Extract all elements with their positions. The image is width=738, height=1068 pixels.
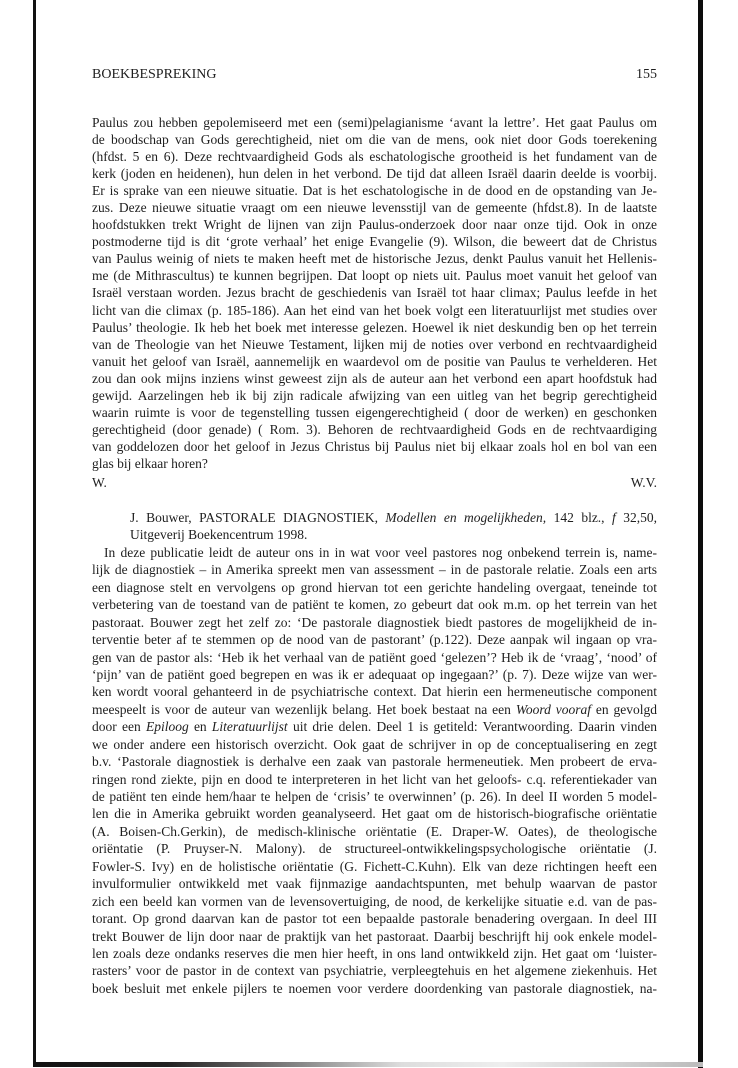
text-line	[92, 250, 657, 267]
text-line	[92, 233, 657, 250]
line-text: Paulus’ theologie. Ik heb het boek met interesse gelezen. Hoewel ik niet deskundig ben op het terrein	[92, 319, 657, 335]
text-line	[92, 216, 657, 233]
text-segment: 142 blz.,	[546, 510, 613, 525]
text-line	[92, 823, 657, 840]
italic-title: f	[612, 510, 616, 525]
review-wright-body	[92, 114, 657, 472]
line-text: Paulus zou hebben gepolemiseerd met een (semi)pelagianisme ‘avant la lettre’. Het gaat Paulus om	[92, 115, 657, 130]
text-line	[92, 561, 657, 578]
line-text: de patiënt ten einde hem/haar te helpen de ‘crisis’ te overwinnen’ (p. 26). In deel II worden 5 model-	[92, 789, 657, 804]
line-text: van Paulus weinig of niets te maken heeft met de historische Jezus, denkt Paulus vanuit het Hellenis-	[92, 251, 657, 267]
text-line	[92, 649, 657, 666]
line-text	[130, 510, 657, 525]
line-text: zus. Deze nieuwe situatie vraagt om een nieuwe levensstijl van de gemeente (hfdst.8). In de laatste	[92, 200, 657, 216]
signature-left: W.	[92, 475, 107, 490]
text-line	[92, 455, 657, 472]
line-text: waarin ruimte is voor de tegenstelling tussen eigengerechtigheid ( door de werken) en geschonken	[92, 404, 657, 420]
line-text: In deze publicatie leidt de auteur ons in in wat voor veel pastores nog onbekend terrein is, name-	[104, 544, 657, 560]
text-line	[92, 319, 657, 336]
text-segment: J. Bouwer, PASTORALE DIAGNOSTIEK,	[130, 510, 386, 525]
text-line	[92, 387, 657, 404]
text-line	[92, 771, 657, 788]
italic-title: Woord vooraf	[515, 701, 591, 717]
text-line	[92, 683, 657, 700]
line-text: gerechtigheid (door genade) ( Rom. 3). Behoren de rechtvaardigheid Gods en de rechtvaardiging	[92, 421, 657, 437]
review-signature	[92, 474, 657, 491]
line-text: Uitgeverij Boekencentrum 1998.	[130, 527, 308, 543]
line-text: pastoraat. Bouwer zegt het zelf zo: ‘De pastorale diagnostiek biedt pastores de mogelijkheid de in-	[92, 614, 657, 630]
text-segment: door een	[92, 719, 146, 735]
book-citation	[92, 509, 657, 526]
text-segment: uit drie delen. Deel 1 is getiteld: Verantwoording. Daarin vinden	[287, 719, 657, 735]
text-line	[92, 614, 657, 631]
line-text: gen van de pastor als: ‘Heb ik het verhaal van de patiënt goed ‘gelezen’? Heb ik de ‘vraag’, ‘nood’ of	[92, 649, 657, 665]
text-line	[92, 945, 657, 962]
line-text: rasters’ voor de pastor in de context van psychiatrie, verpleegtehuis en het algemene ziekenhuis. Het	[92, 963, 657, 979]
text-line	[92, 666, 657, 683]
text-line	[92, 753, 657, 770]
text-segment: 32,50,	[615, 510, 658, 525]
page-number: 155	[636, 67, 657, 82]
line-text: oriëntatie (P. Pruyser-N. Malony). de structureel-ontwikkelingspsychologische oriëntatie (J.	[92, 841, 657, 857]
text-line	[92, 148, 657, 165]
text-line	[92, 370, 657, 387]
text-line	[92, 910, 657, 927]
section-title: BOEKBESPREKING	[92, 67, 217, 82]
text-line	[92, 421, 657, 438]
text-line	[92, 353, 657, 370]
text-segment: en	[188, 719, 212, 735]
text-line	[92, 840, 657, 857]
italic-title: Modellen en mogelijkheden,	[385, 510, 547, 525]
text-line	[92, 131, 657, 148]
line-text: een diagnose stelt en vervolgens op grond hiervan tot een gerichte handeling overgaat, teneinde tot	[92, 579, 657, 595]
text-line	[92, 736, 657, 753]
text-line	[92, 404, 657, 421]
text-line	[92, 438, 657, 455]
line-text	[92, 719, 657, 734]
text-line	[92, 596, 657, 613]
text-line	[92, 165, 657, 182]
text-line	[92, 718, 657, 735]
text-line	[92, 267, 657, 284]
review-bouwer	[92, 509, 657, 997]
line-text: vanuit het geloof van Israël, aannemelijk en waardevol om de positie van Paulus te verhelderen. Het	[92, 353, 657, 369]
signature-right: W.V.	[630, 475, 657, 490]
line-text: terventie beter af te stemmen op de nood van de pastorant’ (p.122). Deze aanpak wil ingaan op vra-	[92, 632, 657, 648]
line-text: (hfdst. 5 en 6). Deze rechtvaardigheid Gods als eschatologische grootheid is het fundament van de	[92, 149, 657, 165]
line-text: hoofdstukken trekt Wright de lijnen van zijn Paulus-onderzoek door naar onze tijd. Ook in onze	[92, 217, 657, 233]
text-line	[92, 284, 657, 301]
text-line	[92, 579, 657, 596]
line-text: me (de Mithrascultus) te kunnen begrijpen. Dat loopt op niets uit. Paulus moet vanuit het geloof van	[92, 268, 657, 284]
line-text: licht van die climax (p. 185-186). Aan het eind van het boek volgt een literatuurlijst met studies over	[92, 302, 657, 318]
text-segment: en gevolgd	[590, 701, 657, 717]
text-line	[92, 962, 657, 979]
italic-title: Epiloog	[145, 719, 189, 735]
line-text: zou dan ook mijns inziens winst geweest zijn als de auteur aan het verbond een apart hoofdstuk had	[92, 370, 657, 386]
text-line	[92, 701, 657, 718]
text-line	[92, 114, 657, 131]
line-text: van de Theologie van het Nieuwe Testament, lijken mij de noties over verbond en rechtvaardigheid	[92, 336, 657, 352]
line-text: van goddelozen door het geloof in Jezus Christus bij Paulus niet bij elkaar zoals hol en bol van een	[92, 438, 657, 454]
text-segment: meespeelt is voor de auteur van wezenlijk belang. Het boek bestaat na een	[92, 701, 516, 717]
text-line	[92, 928, 657, 945]
text-line	[92, 199, 657, 216]
line-text: len die in Amerika gebruikt worden geanalyseerd. Het gaat om de historisch-biografische oriëntatie	[92, 806, 657, 822]
line-text: verbetering van de toestand van de patiënt te komen, zo gebeurt dat ook m.m. op het terrein van het	[92, 597, 657, 613]
line-text: we onder andere een historisch overzicht. Ook gaat de schrijver in op de conceptualisering en zegt	[92, 736, 657, 752]
line-text: ‘pijn’ van de patiënt goed begrepen en was ik er adequaat op ingegaan?’ (p. 7). Deze wijze van wer-	[92, 666, 657, 682]
line-text: ken wordt vooral gehanteerd in de psychiatrische context. Dat hierin een hermeneutische component	[92, 684, 657, 700]
text-line	[92, 805, 657, 822]
line-text: b.v. ‘Pastorale diagnostiek is derhalve een zaak van pastorale hermeneutiek. Men probeert de erva-	[92, 754, 657, 770]
line-text: boek besluit met enkele pijlers te noemen voor verdere doordenking van pastorale diagnostiek, na-	[92, 980, 657, 996]
text-line	[92, 182, 657, 199]
line-text: lijk de diagnostiek – in Amerika spreekt men van assessment – in de pastorale relatie. Zoals een arts	[92, 562, 657, 578]
text-line	[92, 875, 657, 892]
line-text: ringen rond ziekte, pijn en dood te interpreteren in het licht van het geloofs- c.q. referentiekader van	[92, 771, 657, 787]
book-publisher	[92, 526, 657, 543]
italic-title: Literatuurlijst	[211, 719, 288, 735]
line-text: gewijd. Aarzelingen heb ik bij zijn radicale afwijzing van een uitleg van het begrip gerechtigheid	[92, 387, 657, 403]
text-line	[92, 544, 657, 561]
line-text: invulformulier ontwikkeld met vaak fijnmazige aandachtspunten, met behulp waarvan de pastor	[92, 876, 657, 892]
text-line	[92, 336, 657, 353]
line-text: zich een beeld kan vormen van de levensovertuiging, de nood, de kerkelijke situatie e.d. van de pas-	[92, 893, 657, 909]
line-text: (A. Boisen-Ch.Gerkin), de medisch-klinische oriëntatie (E. Draper-W. Oates), de theologische	[92, 823, 657, 839]
line-text: Israël verstaan worden. Jezus bracht de geschiedenis van Israël tot haar climax; Paulus leefde in het	[92, 285, 657, 301]
line-text: Er is sprake van een nieuwe situatie. Dat is het eschatologische in de dood en de opstanding van Je-	[92, 183, 657, 199]
text-line	[92, 858, 657, 875]
scan-border-bottom	[33, 1062, 703, 1067]
text-line	[92, 980, 657, 997]
line-text: postmoderne tijd is dit ‘grote verhaal’ het enige Evangelie (9). Wilson, die beweert dat de Christus	[92, 234, 657, 250]
line-text	[92, 702, 657, 717]
line-text: len zoals deze ondanks reserves die men hier heeft, in ons land ontwikkeld zijn. Het gaat om ‘luister-	[92, 945, 657, 961]
running-header	[92, 66, 657, 84]
line-text: torant. Op grond daarvan kan de pastor tot een bepaalde pastorale benadering overgaan. In deel III	[92, 911, 657, 927]
line-text: de boodschap van Gods gerechtigheid, niet om die van de mens, ook niet door Gods toerekening	[92, 132, 657, 148]
line-text: Fowler-S. Ivy) en de holistische oriëntatie (G. Fichett-C.Kuhn). Elk van deze richtingen heeft een	[92, 858, 657, 874]
text-line	[92, 788, 657, 805]
line-text: kerk (joden en heidenen), hun delen in het verbond. De tijd dat alleen Israël daarin deelde is voorbij.	[92, 166, 657, 182]
text-line	[92, 302, 657, 319]
text-line	[92, 893, 657, 910]
scan-border-right	[698, 0, 703, 1068]
scan-border-left	[33, 0, 36, 1066]
line-text: trekt Bouwer de lijn door naar de praktijk van het pastoraat. Daarbij beschrijft hij ook enkele model-	[92, 928, 657, 944]
line-text: glas bij elkaar horen?	[92, 455, 208, 471]
text-line	[92, 631, 657, 648]
